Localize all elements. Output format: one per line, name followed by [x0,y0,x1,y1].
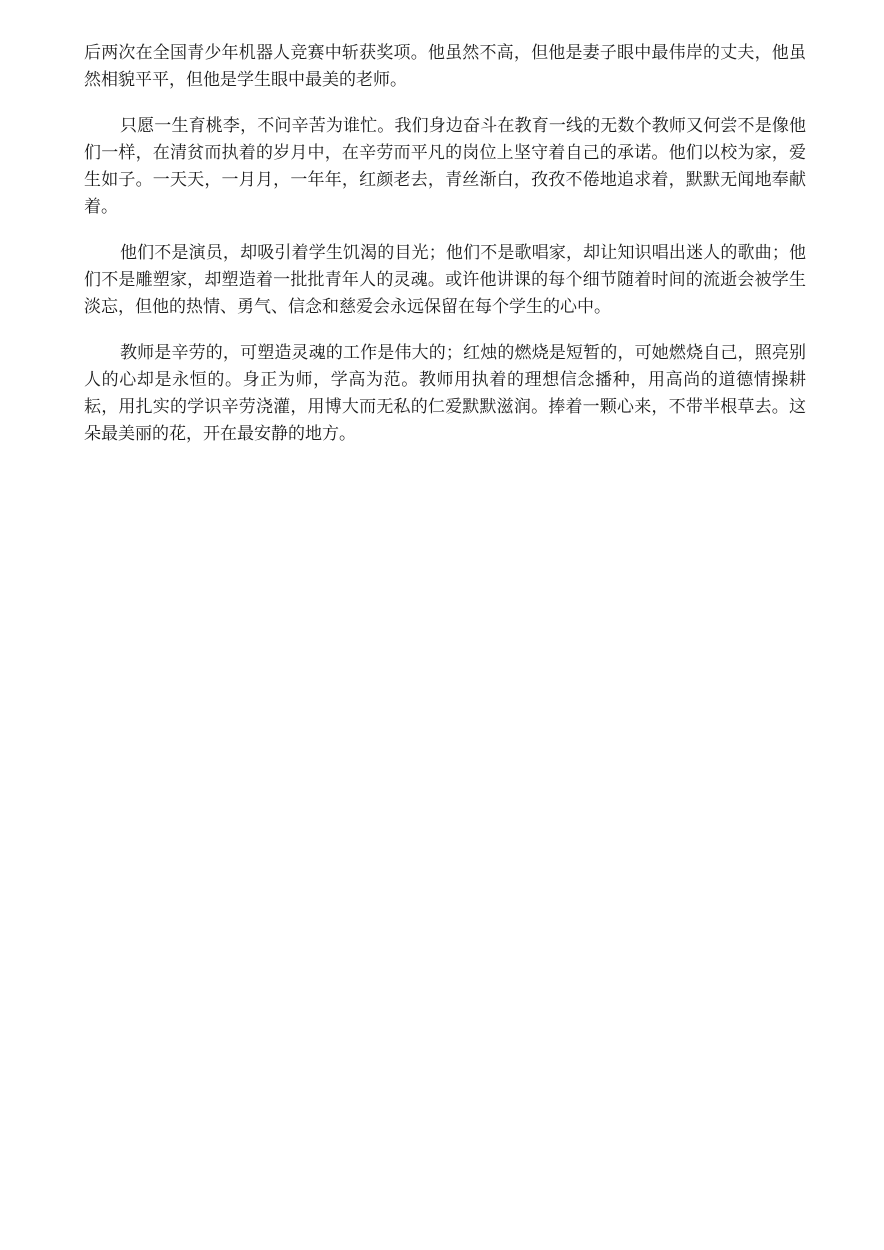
document-body [84,40,806,467]
paragraph-3: 他们不是演员，却吸引着学生饥渴的目光；他们不是歌唱家，却让知识唱出迷人的歌曲；他们不是雕塑家，却塑造着一批批青年人的灵魂。或许他讲课的每个细节随着时间的流逝会被学生淡忘，但他的热情、勇气、信念和慈爱会永远保留在每个学生的心中。 [84,243,806,317]
paragraph-4: 教师是辛劳的，可塑造灵魂的工作是伟大的；红烛的燃烧是短暂的，可她燃烧自己，照亮别人的心却是永恒的。身正为师，学高为范。教师用执着的理想信念播种，用高尚的道德情操耕耘，用扎实的学识辛劳浇灌，用博大而无私的仁爱默默滋润。捧着一颗心来，不带半根草去。这朵最美丽的花，开在最安静的地方。 [84,343,806,444]
paragraph-2: 只愿一生育桃李，不问辛苦为谁忙。我们身边奋斗在教育一线的无数个教师又何尝不是像他们一样，在清贫而执着的岁月中，在辛劳而平凡的岗位上坚守着自己的承诺。他们以校为家，爱生如子。一天天，一月月，一年年，红颜老去，青丝渐白，孜孜不倦地追求着，默默无闻地奉献着。 [84,116,806,217]
paragraph-1: 后两次在全国青少年机器人竞赛中斩获奖项。他虽然不高，但他是妻子眼中最伟岸的丈夫，他虽然相貌平平，但他是学生眼中最美的老师。 [84,43,806,90]
